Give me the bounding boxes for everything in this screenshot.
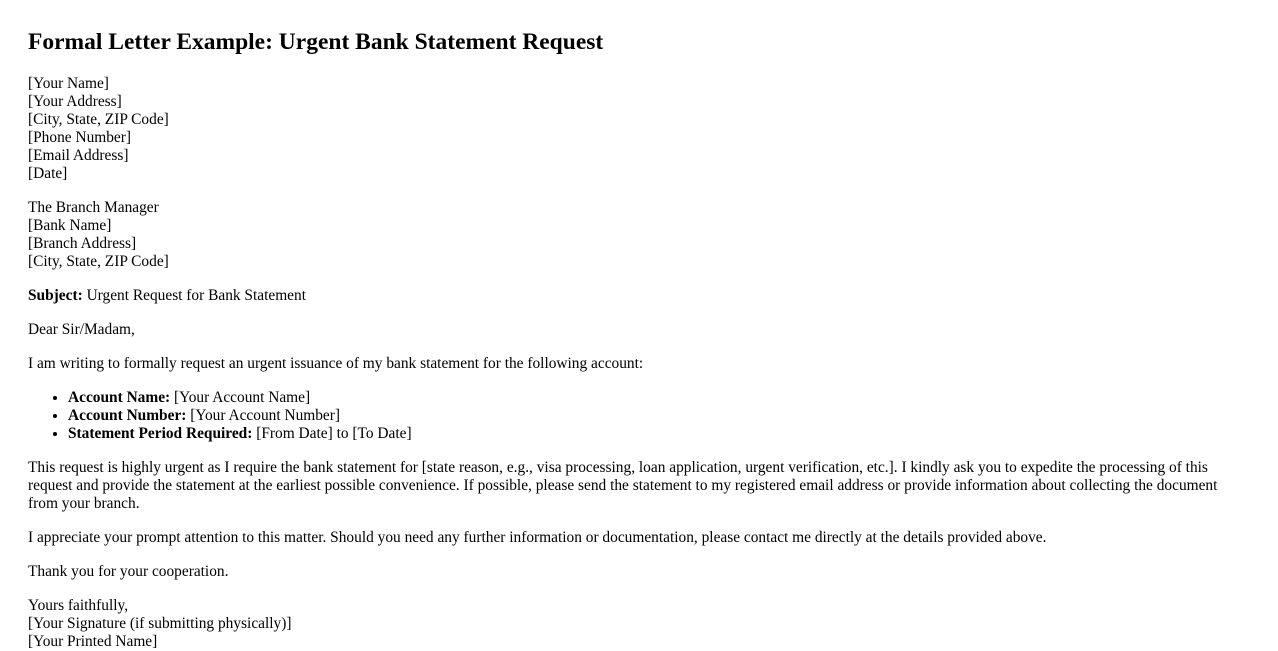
detail-label: Statement Period Required: [68, 425, 253, 442]
page-title: Formal Letter Example: Urgent Bank Statement Request [28, 29, 604, 55]
detail-value: [Your Account Name] [170, 389, 311, 406]
sender-address: [Your Address] [28, 93, 122, 110]
body-paragraph: This request is highly urgent as I require the bank statement for [state reason, e.g., visa processing, loan application, urgent verification, etc.]. I kindly ask you to expedite the processing of this request and provide the statement at the earliest possible convenience. If possible, please send the statement to my registered email address or provide information about collecting the document from your branch. [28, 459, 1218, 512]
thanks-line: Thank you for your cooperation. [28, 563, 229, 580]
sender-city: [City, State, ZIP Code] [28, 111, 169, 128]
closing-paragraph: I appreciate your prompt attention to this matter. Should you need any further information or documentation, please contact me directly at the details provided above. [28, 529, 1047, 546]
recipient-block [28, 199, 1250, 271]
sender-email: [Email Address] [28, 147, 129, 164]
subject-text: Urgent Request for Bank Statement [82, 287, 306, 304]
detail-value: [From Date] to [To Date] [252, 425, 412, 442]
sender-name: [Your Name] [28, 75, 109, 92]
valediction: Yours faithfully, [28, 597, 129, 614]
sender-phone: [Phone Number] [28, 129, 132, 146]
sender-block [28, 75, 1250, 183]
recipient-title: The Branch Manager [28, 199, 159, 216]
recipient-address: [Branch Address] [28, 235, 137, 252]
salutation: Dear Sir/Madam, [28, 321, 135, 338]
list-item [68, 389, 1250, 407]
detail-value: [Your Account Number] [186, 407, 341, 424]
list-item [68, 407, 1250, 425]
subject-line [28, 287, 1250, 305]
recipient-bank: [Bank Name] [28, 217, 112, 234]
printed-name: [Your Printed Name] [28, 633, 158, 650]
detail-label: Account Name: [68, 389, 171, 406]
list-item [68, 425, 1250, 443]
intro-paragraph: I am writing to formally request an urgent issuance of my bank statement for the following account: [28, 355, 644, 372]
signoff-block [28, 597, 1250, 651]
recipient-city: [City, State, ZIP Code] [28, 253, 169, 270]
signature-line: [Your Signature (if submitting physically)] [28, 615, 292, 632]
subject-label: Subject: [28, 287, 83, 304]
detail-label: Account Number: [68, 407, 187, 424]
sender-date: [Date] [28, 165, 68, 182]
account-details-list [28, 389, 1250, 443]
